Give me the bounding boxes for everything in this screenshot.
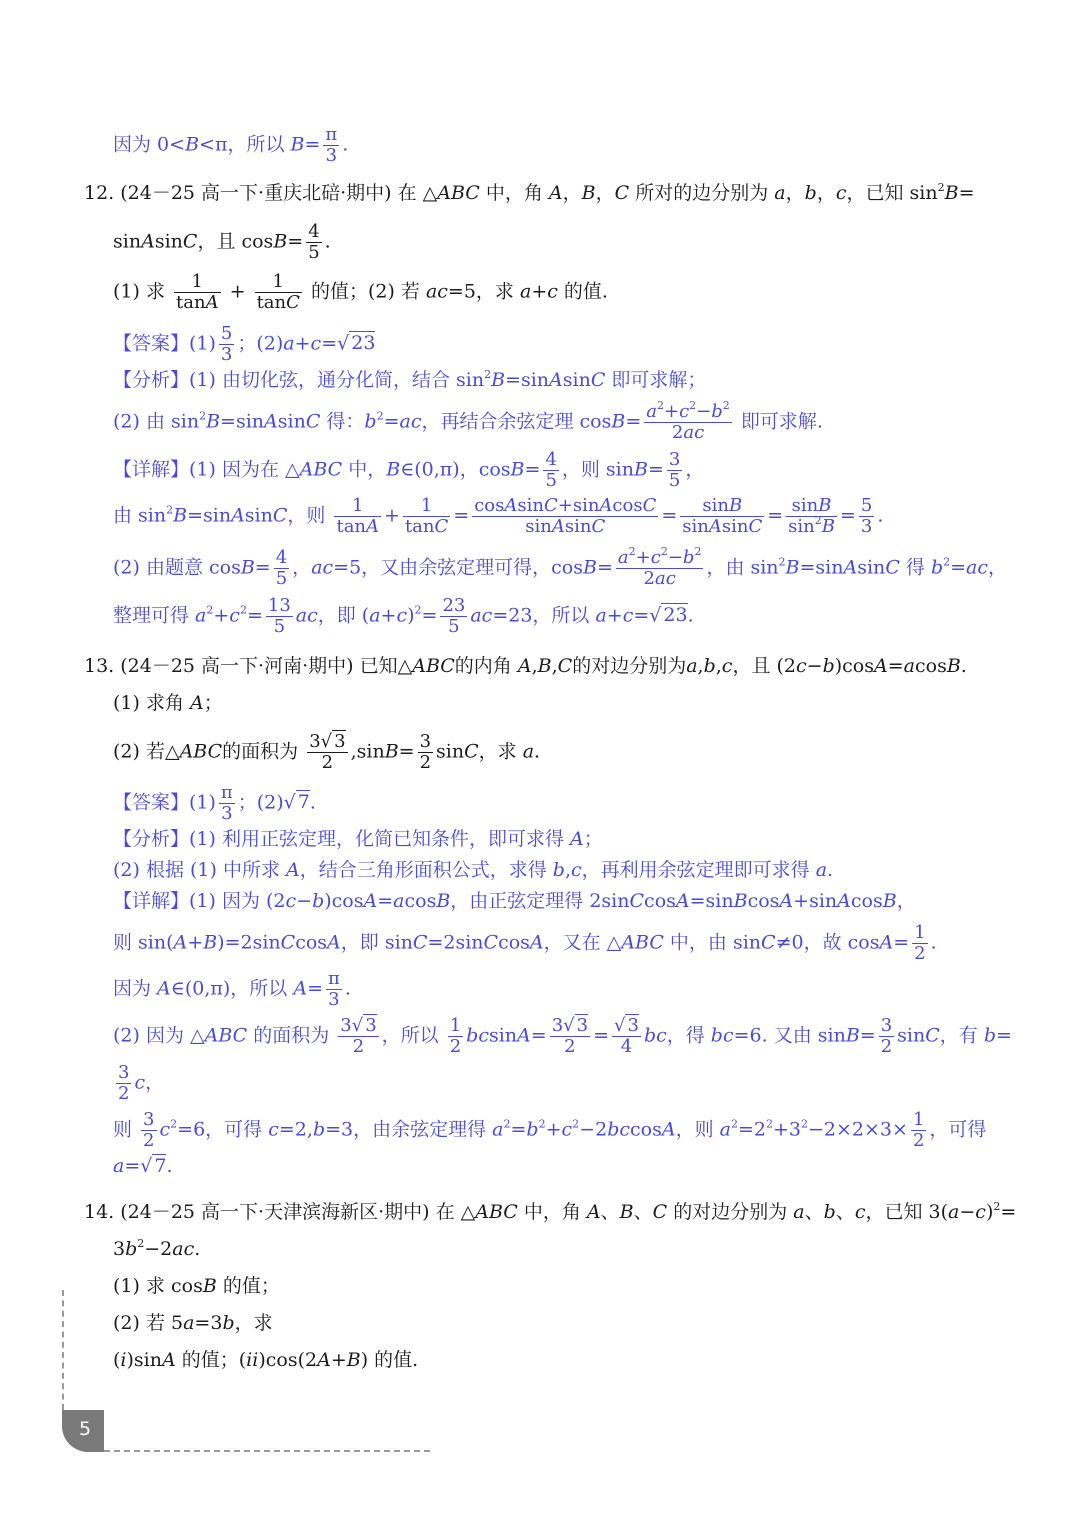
q12-analysis-2: (2) 由 $\sin^2B=sinAsinC$ 得：$b^2=ac$，再结合余弦定理 cosB= $\frac{a^2+c^2-b^2}{2ac}$ 即可求解. [113, 399, 823, 443]
q12-analysis-1: 【分析】(1) 由切化弦，通分化简，结合 $\sin^2B=sinAsinC$ 即可求解； [113, 368, 707, 391]
q13-answer: 【答案】(1) $\frac{\pi}{3}$ ；(2)√ 7. [113, 782, 316, 824]
q13-stem: 13. (24－25 高一下·河南·期中) 已知△ABC的内角 A,B,C的对边分别为a,b,c，且 (2c−b)cosA=acosB. [84, 655, 967, 677]
q13-analysis-1: 【分析】(1) 利用正弦定理，化简已知条件，即可求得 A； [113, 828, 603, 850]
q12-detail-2: 由 $\sin^2B=sinAsinC$，则 $\frac{1}{\tan A}$ + $\frac{1}{\tan C}$ = $\frac{\text{cosAsinC+sinAcosC}}{\text{sinAsinC}}$ = $\frac{\sin B}{\text{sinAsinC}}$ = $\frac{\sin B}{\sin^2B}$ = $\frac{5}{3}$ . [113, 495, 884, 537]
q14-ask-2: (2) 若 5a=3b，求 [113, 1312, 273, 1334]
q14-stem-2: $3b^2-2ac$. [113, 1237, 201, 1260]
q12-stem-1: 12. (24－25 高一下·重庆北碚·期中) 在 △ABC 中，角 A，B，C 所对的边分别为 a，b，c，已知 $\sin^2B=$ [84, 181, 975, 204]
q12-detail-3: (2) 由题意 cosB= $\frac{4}{5}$ ，ac=5，又由余弦定理可得，cosB= $\frac{a^2+c^2-b^2}{2ac}$ ，由 $\sin^2B=sinAsinC$ 得 $b^2=ac$， [113, 545, 1008, 589]
q13-analysis-2: (2) 根据 (1) 中所求 A，结合三角形面积公式，求得 b,c，再利用余弦定理即可求得 a. [113, 859, 834, 881]
q13-detail-6: 则 $\frac{3}{2}$ $c^2=6$，可得 c=2,b=3，由余弦定理得 $a^2=b^2+c^2-2bccosA$，则 $a^2=2^2+3^2-2\times 2\times 3\times$ $\frac{1}{2}$ ，可得 [113, 1109, 987, 1151]
q14-stem-1: 14. (24－25 高一下·天津滨海新区·期中) 在 △ABC 中，角 A、B、C 的对边分别为 a、b、c，已知 $3(a-c)^2=$ [84, 1200, 1017, 1223]
q12-detail-1: 【详解】(1) 因为在 △ABC 中，B∈(0,π)，cosB= $\frac{4}{5}$ ，则 sinB= $\frac{3}{5}$ ， [113, 449, 705, 491]
q12-asks: (1) 求 $\frac{1}{\tan A}$ + $\frac{1}{\tan C}$ 的值；(2) 若 ac=5，求 a+c 的值. [113, 271, 608, 313]
page-footer-dashed-line [104, 1450, 430, 1452]
q13-ask-2: (2) 若△ABC的面积为 $\frac{3√ 3}{2}$ ,sinB= $\frac{3}{2}$ sinC，求 a. [113, 731, 541, 773]
q12-detail-4: 整理可得 $a^2+c^2=$ $\frac{13}{5}$ ac，即 $(a+c)^2=$ $\frac{23}{5}$ ac=23，所以 a+c=√ 23. [113, 595, 694, 637]
q13-ask-1: (1) 求角 A； [113, 692, 223, 714]
page-number: 5 [79, 1418, 92, 1440]
page-margin-dashed-line [62, 1290, 64, 1410]
q13-detail-7: a=√ 7. [113, 1155, 173, 1177]
q13-detail-5: $\frac{3}{2}$ c， [118, 1062, 165, 1104]
q13-detail-3: 因为 A∈(0,π)，所以 A= $\frac{\pi}{3}$ . [113, 968, 351, 1010]
q13-detail-1: 【详解】(1) 因为 (2c−b)cosA=acosB，由正弦定理得 2sinCcosA=sinBcosA+sinAcosB， [113, 890, 916, 912]
q12-stem-2: sinAsinC，且 cosB= $\frac{4}{5}$ . [113, 221, 331, 263]
q13-detail-4: (2) 因为 △ABC 的面积为 $\frac{3√ 3}{2}$ ，所以 $\frac{1}{2}$ bcsinA= $\frac{3√ 3}{2}$ = $\frac{√ 3}{4}$ bc，得 bc=6. 又由 sinB= $\frac{3}{2}$ sinC，有 b= [113, 1015, 1012, 1057]
q14-ask-1: (1) 求 cosB 的值； [113, 1275, 280, 1297]
q12-cont-line: 因为 0<B<π，所以 B= $\frac{\pi}{3}$ . [113, 124, 349, 166]
q12-answer: 【答案】(1) $\frac{5}{3}$ ；(2)a+c=√ 23 [113, 323, 376, 365]
q13-detail-2: 则 sin(A+B)=2sinCcosA，即 sinC=2sinCcosA，又在 △ABC 中，由 sinC≠0，故 cosA= $\frac{1}{2}$ . [113, 922, 937, 964]
q14-ask-3: (i)sinA 的值；(ii)cos(2A+B) 的值. [113, 1349, 419, 1371]
